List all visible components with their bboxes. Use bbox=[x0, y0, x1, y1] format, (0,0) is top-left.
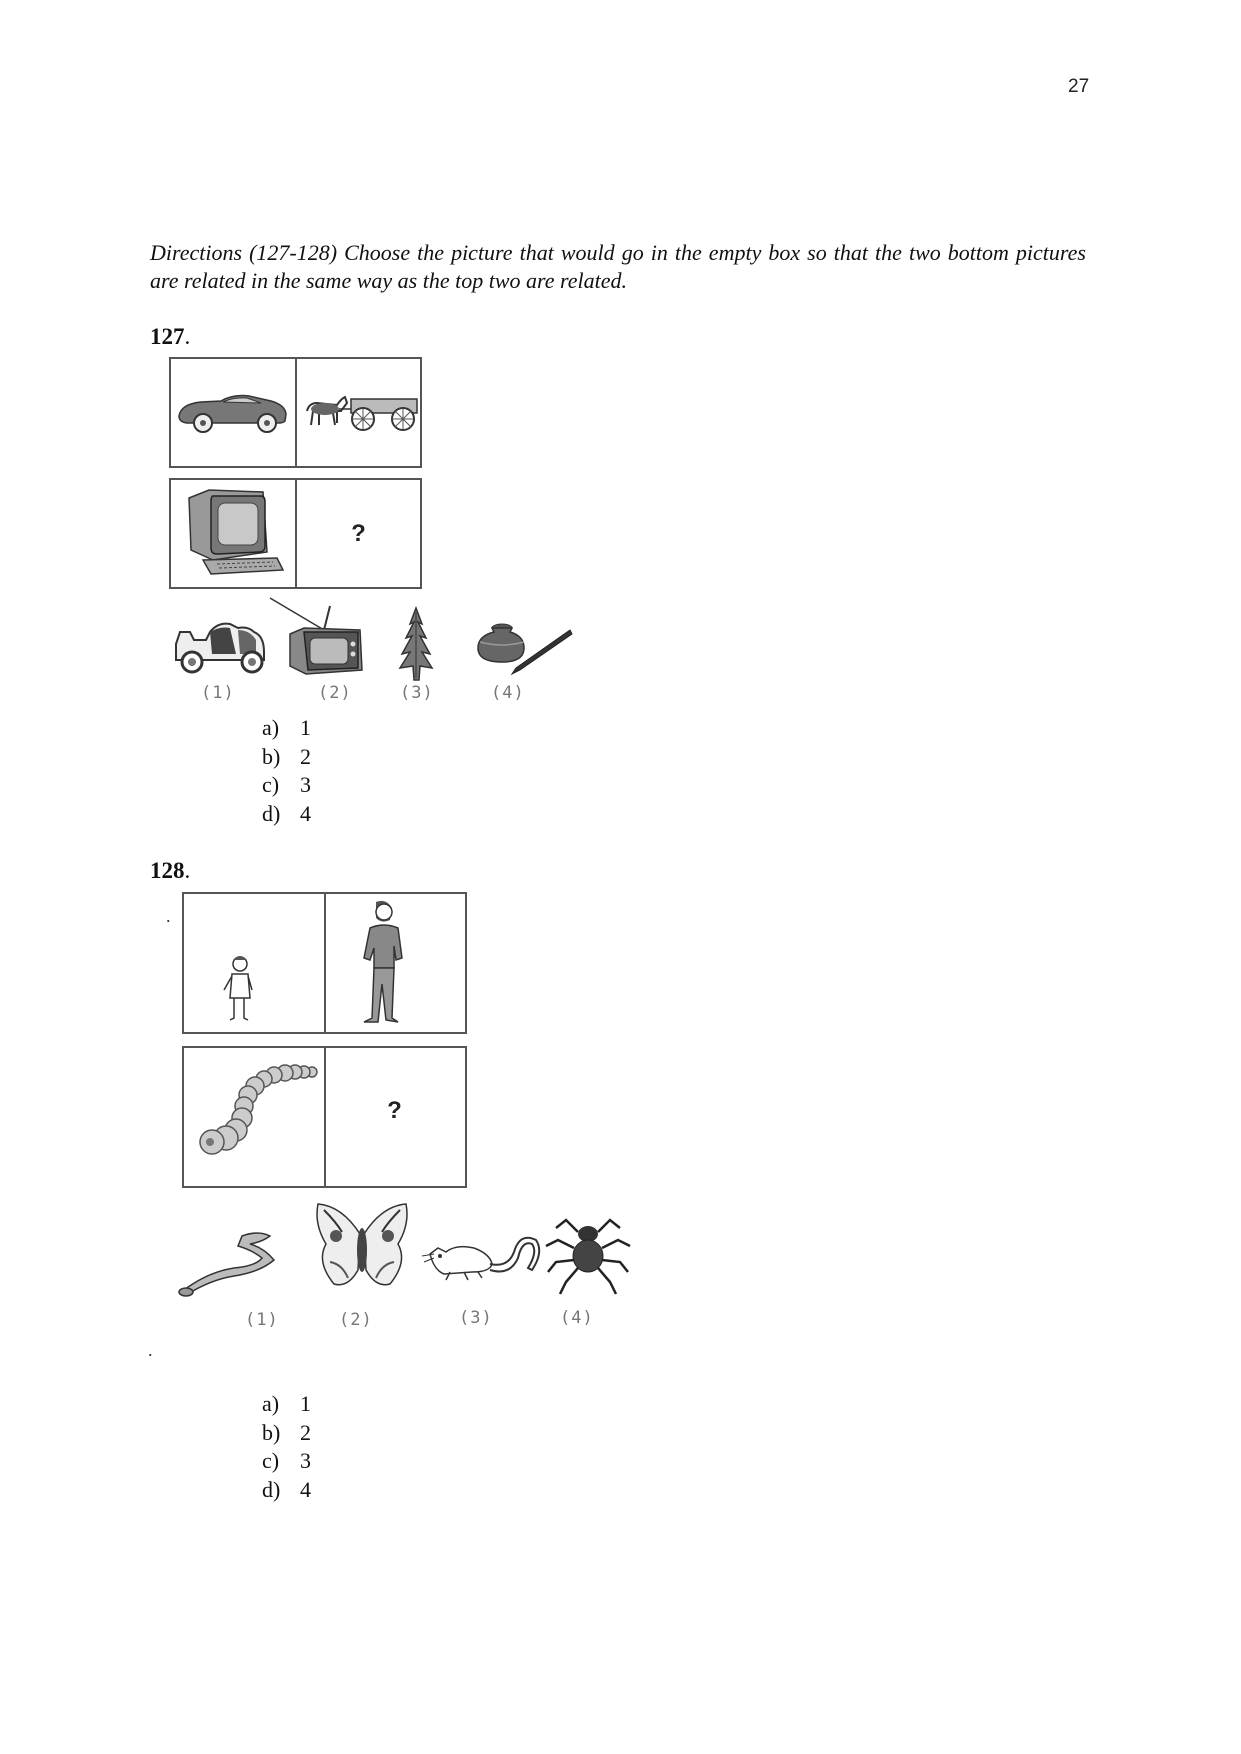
q128-bottom-left-cell bbox=[184, 1048, 324, 1186]
tree-icon bbox=[392, 606, 442, 686]
q128-top-analogy-box bbox=[182, 892, 467, 1034]
q127-answer-a[interactable]: a) 1 bbox=[262, 715, 311, 740]
directions-text: Directions (127-128) Choose the picture that would go in the empty box so that the two bottom pictures are related in the same way as the top two are related. bbox=[150, 240, 1086, 293]
q128-bottom-analogy-box bbox=[182, 1046, 467, 1188]
q127-top-right-cell bbox=[297, 359, 420, 466]
q127-answer-c[interactable]: c) 3 bbox=[262, 772, 311, 798]
question-127-number: 127. bbox=[150, 324, 191, 349]
q128-option-label-1: (1) bbox=[245, 1310, 279, 1330]
q127-option-label-3: (3) bbox=[400, 683, 434, 703]
horse-cart-icon bbox=[297, 359, 420, 466]
question-128-number: 128. bbox=[150, 858, 191, 883]
q128-answer-list bbox=[262, 1390, 311, 1505]
q127-question-mark: ? bbox=[351, 519, 366, 547]
q127-bottom-left-cell bbox=[171, 480, 295, 587]
q127-option-label-4: (4) bbox=[491, 683, 525, 703]
inkpot-pen-icon bbox=[472, 614, 572, 684]
q127-answer-list bbox=[262, 714, 311, 829]
q127-top-analogy-box bbox=[169, 357, 422, 468]
stray-dot-1: . bbox=[166, 906, 171, 926]
car-icon bbox=[171, 359, 295, 466]
q128-top-right-cell bbox=[326, 894, 465, 1032]
q128-answer-c[interactable]: c) 3 bbox=[262, 1448, 311, 1474]
q128-answer-b[interactable]: b) 2 bbox=[262, 1419, 311, 1445]
q127-answer-d[interactable]: d) 4 bbox=[262, 801, 311, 827]
q128-option-label-3: (3) bbox=[459, 1308, 493, 1328]
q128-option-label-2: (2) bbox=[339, 1310, 373, 1330]
q127-answer-b[interactable]: b) 2 bbox=[262, 743, 311, 769]
q128-answer-d[interactable]: d) 4 bbox=[262, 1477, 311, 1503]
q128-answer-a[interactable]: a) 1 bbox=[262, 1391, 311, 1416]
vintage-car-icon bbox=[168, 596, 278, 681]
rat-icon bbox=[420, 1226, 540, 1296]
page-number: 27 bbox=[1068, 76, 1090, 97]
q127-bottom-analogy-box bbox=[169, 478, 422, 589]
q128-empty-cell bbox=[326, 1048, 465, 1186]
q127-top-left-cell bbox=[171, 359, 295, 466]
caterpillar-icon bbox=[184, 1048, 324, 1186]
q128-option-label-4: (4) bbox=[560, 1308, 594, 1328]
q127-option-label-2: (2) bbox=[318, 683, 352, 703]
snake-icon bbox=[178, 1228, 298, 1308]
q128-question-mark: ? bbox=[387, 1097, 402, 1124]
stray-dot-2: . bbox=[148, 1340, 153, 1360]
butterfly-icon bbox=[312, 1204, 412, 1304]
q128-top-left-cell bbox=[184, 894, 324, 1032]
q127-empty-cell bbox=[297, 480, 420, 587]
spider-icon bbox=[544, 1212, 634, 1302]
man-icon bbox=[326, 894, 465, 1032]
child-icon bbox=[184, 894, 324, 1032]
computer-icon bbox=[171, 480, 295, 587]
television-icon bbox=[268, 594, 368, 684]
q127-option-label-1: (1) bbox=[201, 683, 235, 703]
